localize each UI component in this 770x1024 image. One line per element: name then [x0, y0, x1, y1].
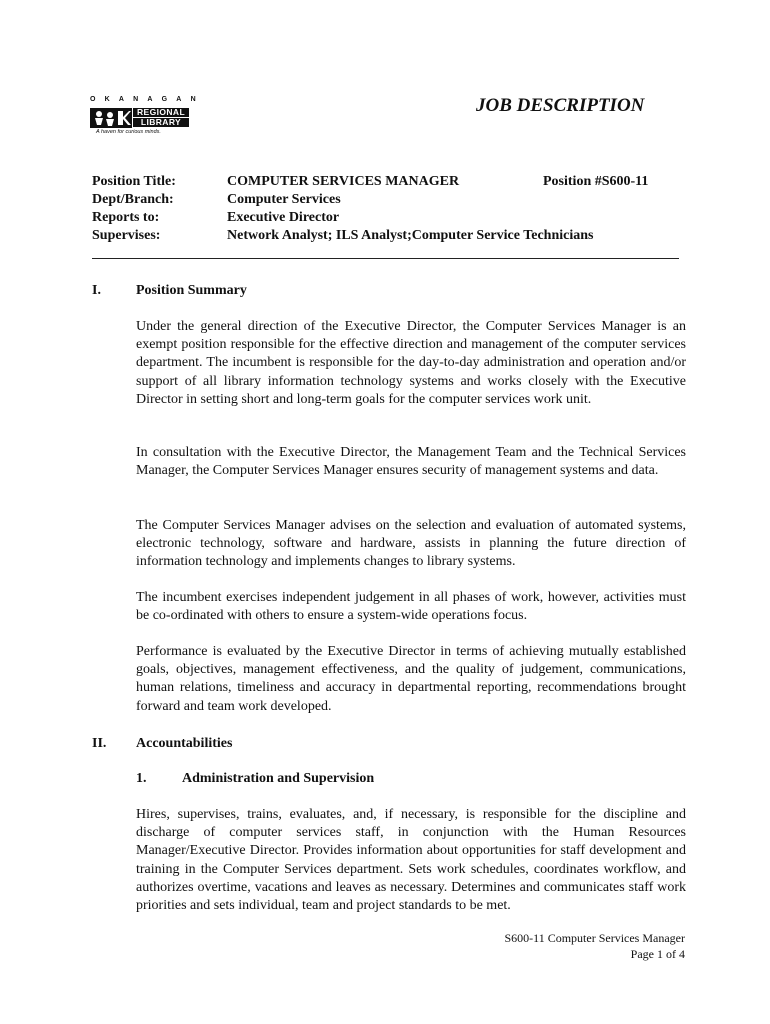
position-number: Position #S600-11: [543, 174, 649, 189]
document-title: JOB DESCRIPTION: [476, 95, 645, 116]
dept-branch-value: Computer Services: [227, 192, 341, 207]
logo-figures-icon: [90, 108, 132, 128]
footer-page-number: Page 1 of 4: [630, 947, 685, 961]
reports-to-label: Reports to:: [92, 210, 160, 225]
header-divider: [92, 258, 679, 259]
logo-tagline: A haven for curious minds.: [96, 129, 161, 135]
section-1-title: Position Summary: [136, 283, 247, 298]
subsection-1-number: 1.: [136, 771, 147, 786]
supervises-label: Supervises:: [92, 228, 161, 243]
reports-to-value: Executive Director: [227, 210, 340, 225]
summary-paragraph-2: In consultation with the Executive Director, the Management Team and the Technical Services Manager, the Computer Services Manager ensures security of management systems and data.: [136, 445, 686, 479]
administration-paragraph: Hires, supervises, trains, evaluates, and, if necessary, is responsible for the discipline and discharge of computer services staff, in conjunction with the Human Resources Manager/Executive Director. Provides information about opportunities for staff development and training in the Computer Services department. Sets work schedules, coordinates workflow, and authorizes overtime, vacations and leaves as necessary. Determines and communicates staff work priorities and sets individual, team and project standards to be met.: [136, 807, 686, 914]
position-title-label: Position Title:: [92, 174, 176, 189]
supervises-value: Network Analyst; ILS Analyst;Computer Service Technicians: [227, 228, 594, 243]
summary-paragraph-3: The Computer Services Manager advises on the selection and evaluation of automated systems, electronic technology, software and hardware, assists in planning the future direction of information technology and implements changes to library systems.: [136, 518, 686, 570]
logo-top-text: OKANAGAN: [90, 96, 205, 103]
summary-paragraph-4: The incumbent exercises independent judgement in all phases of work, however, activities must be co-ordinated with others to ensure a system-wide operations focus.: [136, 590, 686, 624]
footer-doc-ref: S600-11 Computer Services Manager: [504, 931, 685, 945]
section-2-title: Accountabilities: [136, 736, 233, 751]
logo-wordmark: REGIONAL LIBRARY: [133, 108, 189, 127]
page-footer: [504, 930, 685, 962]
library-logo: [90, 96, 205, 144]
summary-paragraph-1: Under the general direction of the Executive Director, the Computer Services Manager is an exempt position responsible for the effective direction and management of the computer services department. The incumbent is responsible for the day-to-day administration and operation and/or support of all library information technology systems and works closely with the Executive Director in setting short and long-term goals for the computer services work unit.: [136, 319, 686, 407]
section-2-number: II.: [92, 736, 107, 751]
position-title-value: COMPUTER SERVICES MANAGER: [227, 174, 460, 189]
dept-branch-label: Dept/Branch:: [92, 192, 174, 207]
section-1-number: I.: [92, 283, 101, 298]
summary-paragraph-5: Performance is evaluated by the Executive Director in terms of achieving mutually established goals, objectives, management effectiveness, and the quality of judgement, communications, human relations, timeliness and accuracy in departmental reporting, recommendations brought forward and team work developed.: [136, 644, 686, 714]
subsection-1-title: Administration and Supervision: [182, 771, 375, 786]
